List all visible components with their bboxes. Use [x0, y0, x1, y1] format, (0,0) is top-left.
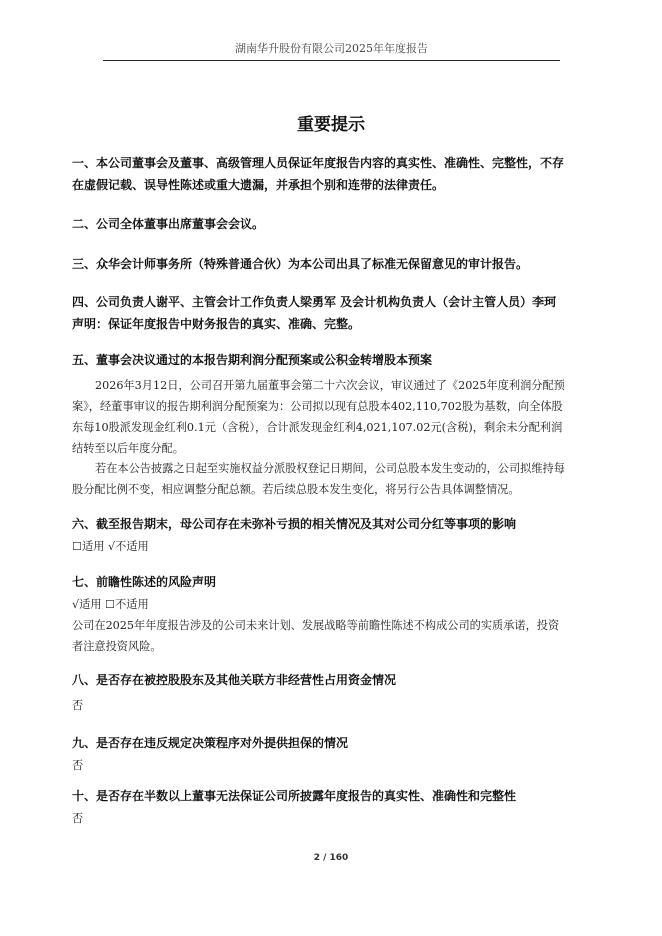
section-9-answer: 否: [72, 759, 84, 772]
page-title: 重要提示: [297, 115, 365, 135]
section-5-paragraph-1: 2026年3月12日，公司召开第九届董事会第二十六次会议，审议通过了《2025年度利润分配预案》，经董事审议的报告期利润分配预案为：公司拟以现有总股本402,110,702股为基数，向全体股东每10股派发现金红利0.1元（含税），合计派发现金红利4,021,107.02元(含税)，剩余未分配利润结转至以后年度分配。: [72, 379, 565, 455]
section-7-heading: 七、前瞻性陈述的风险声明: [72, 575, 217, 589]
section-3-heading: 三、众华会计师事务所（特殊普通合伙）为本公司出具了标准无保留意见的审计报告。: [72, 257, 529, 271]
section-7-applicability: √适用 ☐不适用: [72, 598, 149, 611]
section-9-heading: 九、是否存在违反规定决策程序对外提供担保的情况: [72, 736, 349, 750]
section-10-heading: 十、是否存在半数以上董事无法保证公司所披露年度报告的真实性、准确性和完整性: [72, 789, 517, 803]
header-rule: [103, 60, 560, 61]
section-5-heading: 五、董事会决议通过的本报告期利润分配预案或公积金转增股本预案: [72, 353, 433, 367]
section-8-answer: 否: [72, 699, 84, 712]
section-6-applicability: ☐适用 √不适用: [72, 540, 149, 553]
section-6-heading: 六、截至报告期末，母公司存在未弥补亏损的相关情况及其对公司分红等事项的影响: [72, 517, 517, 531]
section-7-paragraph: 公司在2025年年度报告涉及的公司未来计划、发展战略等前瞻性陈述不构成公司的实质承诺，投资者注意投资风险。: [72, 619, 560, 653]
section-2-heading: 二、公司全体董事出席董事会会议。: [72, 217, 265, 231]
section-5-paragraph-2: 若在本公告披露之日起至实施权益分派股权登记日期间，公司总股本发生变动的，公司拟维持每股分配比例不变，相应调整分配总额。若后续总股本发生变化，将另行公告具体调整情况。: [72, 462, 565, 496]
section-8-heading: 八、是否存在被控股股东及其他关联方非经营性占用资金情况: [72, 673, 397, 687]
page-number: 2 / 160: [313, 853, 349, 863]
section-4-heading: 四、公司负责人谢平、主管会计工作负责人梁勇军 及会计机构负责人（会计主管人员）李珂声明：保证年度报告中财务报告的真实、准确、完整。: [72, 295, 557, 331]
section-1-heading: 一、本公司董事会及董事、高级管理人员保证年度报告内容的真实性、准确性、完整性，不存在虚假记载、误导性陈述或重大遗漏，并承担个别和连带的法律责任。: [72, 156, 565, 192]
section-10-answer: 否: [72, 812, 84, 825]
page-header: 湖南华升股份有限公司2025年年度报告: [235, 42, 428, 55]
